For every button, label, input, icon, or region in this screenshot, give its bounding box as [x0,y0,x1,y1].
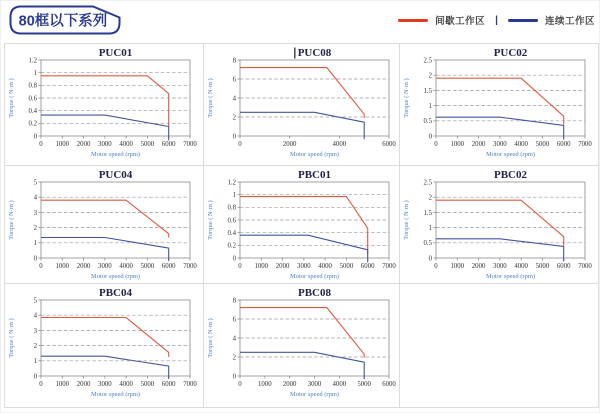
x-axis-label: Motor speed (rpm) [90,151,141,158]
svg-text:7000: 7000 [578,263,592,270]
svg-text:1.2: 1.2 [227,179,236,187]
chart-puc04 [6,167,203,284]
cell-pbc04 [5,284,204,408]
svg-text:2000: 2000 [282,381,297,388]
svg-text:1.2: 1.2 [28,57,37,65]
chart-grid [4,43,600,408]
intermittent-zone-swatch [398,19,428,22]
svg-text:5000: 5000 [535,263,550,270]
y-axis-label: Torque ( N·m ) [207,200,214,240]
svg-text:5000: 5000 [140,263,155,270]
svg-text:2: 2 [232,114,236,122]
svg-text:0: 0 [238,381,242,388]
svg-text:6000: 6000 [161,141,176,148]
chart-title: PUC04 [98,169,133,181]
svg-text:1: 1 [428,103,432,110]
svg-text:2: 2 [33,225,37,232]
y-axis-label: Torque ( N·m ) [8,78,15,118]
svg-text:3000: 3000 [98,141,112,148]
cell-empty [400,284,599,408]
svg-text:0.2: 0.2 [28,120,37,128]
svg-text:2000: 2000 [282,141,297,148]
svg-text:1000: 1000 [55,141,70,148]
svg-text:6000: 6000 [382,381,396,388]
x-axis-label: Motor speed (rpm) [289,151,340,158]
svg-text:6000: 6000 [161,263,176,270]
svg-text:4000: 4000 [119,263,133,270]
svg-text:5000: 5000 [339,263,354,270]
legend-separator: | [495,14,498,26]
svg-text:7000: 7000 [183,381,197,388]
intermittent-zone-label: 间歇工作区 [435,16,486,27]
svg-text:7000: 7000 [382,263,396,270]
svg-text:0: 0 [238,141,242,148]
svg-text:0: 0 [232,133,236,141]
svg-text:2000: 2000 [471,263,486,270]
svg-text:0.6: 0.6 [227,217,236,225]
svg-text:7000: 7000 [578,141,592,148]
svg-text:1: 1 [428,225,432,232]
text-cursor [294,48,295,59]
svg-text:0.8: 0.8 [227,204,236,212]
svg-text:3000: 3000 [297,263,311,270]
page-title: 80框以下系列 [18,13,108,30]
chart-title: PBC04 [99,287,132,299]
svg-text:6000: 6000 [556,263,571,270]
svg-text:0: 0 [33,255,37,263]
svg-text:0: 0 [39,141,43,148]
svg-text:2: 2 [232,354,236,362]
x-axis-label: Motor speed (rpm) [90,391,141,398]
x-axis-label: Motor speed (rpm) [485,273,536,280]
svg-text:0.2: 0.2 [227,242,236,250]
chart-pbc04 [6,285,203,405]
svg-text:3: 3 [33,209,37,217]
svg-text:2: 2 [428,72,432,80]
svg-text:2.5: 2.5 [423,179,432,187]
svg-text:6000: 6000 [360,263,375,270]
cell-pbc01 [204,166,400,284]
svg-text:2000: 2000 [76,263,91,270]
svg-text:4: 4 [232,335,236,343]
svg-text:4000: 4000 [514,141,528,148]
svg-text:3000: 3000 [98,263,112,270]
svg-text:4: 4 [33,194,37,202]
svg-text:2000: 2000 [275,263,290,270]
svg-text:5000: 5000 [357,381,371,388]
svg-text:3000: 3000 [493,263,507,270]
svg-text:0: 0 [232,255,236,263]
svg-text:6000: 6000 [382,141,396,148]
svg-text:5: 5 [33,179,37,187]
svg-text:4: 4 [232,95,236,103]
x-axis-label: Motor speed (rpm) [90,273,141,280]
x-axis-label: Motor speed (rpm) [289,391,340,398]
chart-puc08 [205,45,400,165]
svg-text:2000: 2000 [76,381,91,388]
y-axis-label: Torque ( N·m ) [403,200,410,240]
svg-text:1.5: 1.5 [423,209,432,217]
svg-text:5: 5 [33,297,37,305]
y-axis-label: Torque ( N·m ) [403,78,410,118]
chart-pbc01 [205,167,400,284]
svg-text:1000: 1000 [258,381,272,388]
svg-text:0: 0 [434,141,438,148]
svg-text:4000: 4000 [332,381,347,388]
svg-text:1000: 1000 [55,381,70,388]
svg-text:1: 1 [33,358,37,366]
continuous-zone-label: 连续工作区 [544,16,595,27]
y-axis-label: Torque ( N·m ) [207,318,214,358]
chart-title: PUC01 [98,47,133,59]
svg-text:7000: 7000 [183,263,197,270]
svg-text:0: 0 [33,373,37,381]
svg-text:3: 3 [33,327,37,335]
cell-puc01 [5,44,204,166]
svg-text:5000: 5000 [140,381,155,388]
chart-title: PBC02 [494,169,527,181]
svg-text:8: 8 [232,297,236,305]
svg-text:3000: 3000 [493,141,507,148]
chart-title: PBC01 [298,169,331,181]
y-axis-label: Torque ( N·m ) [207,78,214,118]
svg-text:2000: 2000 [471,141,486,148]
svg-text:5000: 5000 [140,141,155,148]
svg-text:4000: 4000 [119,381,133,388]
chart-title: PUC08 [297,47,332,59]
cell-pbc08 [204,284,400,408]
chart-pbc08 [205,285,400,405]
x-axis-label: Motor speed (rpm) [485,151,536,158]
svg-text:8: 8 [232,57,236,65]
svg-text:4000: 4000 [514,263,528,270]
svg-text:1: 1 [232,192,236,200]
svg-text:2: 2 [428,194,432,202]
svg-text:0.6: 0.6 [28,95,37,103]
svg-text:4000: 4000 [119,141,133,148]
svg-text:4000: 4000 [318,263,332,270]
badge-outline [9,5,121,35]
svg-text:1.5: 1.5 [423,87,432,95]
continuous-zone-swatch [508,19,538,22]
svg-text:0.5: 0.5 [423,118,432,126]
chart-pbc02 [401,167,598,284]
svg-text:3000: 3000 [307,381,322,388]
cell-puc04 [5,166,204,284]
svg-text:6: 6 [232,316,236,324]
svg-text:0: 0 [428,133,432,141]
chart-puc02 [401,45,598,165]
header [1,1,600,43]
chart-title: PBC08 [298,287,331,299]
svg-text:0: 0 [39,381,43,388]
svg-text:2000: 2000 [76,141,91,148]
svg-text:0: 0 [434,263,438,270]
svg-text:1000: 1000 [450,263,465,270]
svg-text:2.5: 2.5 [423,57,432,65]
svg-text:1000: 1000 [450,141,465,148]
svg-text:0: 0 [238,263,242,270]
svg-text:0: 0 [232,373,236,381]
svg-text:0.5: 0.5 [423,240,432,248]
svg-text:6000: 6000 [161,381,176,388]
series-title-badge [9,5,121,35]
svg-text:0.4: 0.4 [28,108,37,116]
svg-text:1: 1 [33,240,37,248]
svg-text:2: 2 [33,343,37,350]
svg-text:0: 0 [33,133,37,141]
y-axis-label: Torque ( N·m ) [8,318,15,358]
svg-text:1: 1 [33,70,37,78]
cell-puc08 [204,44,400,166]
svg-text:6: 6 [232,76,236,84]
svg-text:4000: 4000 [332,141,347,148]
svg-text:0.4: 0.4 [227,230,236,238]
svg-text:6000: 6000 [556,141,571,148]
y-axis-label: Torque ( N·m ) [8,200,15,240]
svg-text:3000: 3000 [98,381,112,388]
svg-text:4: 4 [33,312,37,320]
x-axis-label: Motor speed (rpm) [289,273,340,280]
svg-text:7000: 7000 [183,141,197,148]
svg-text:0.8: 0.8 [28,82,37,90]
chart-title: PUC02 [493,47,528,59]
svg-text:1000: 1000 [254,263,269,270]
svg-text:0: 0 [428,255,432,263]
legend [398,11,595,29]
svg-text:1000: 1000 [55,263,70,270]
cell-pbc02 [400,166,599,284]
svg-text:0: 0 [39,263,43,270]
svg-text:5000: 5000 [535,141,550,148]
cell-puc02 [400,44,599,166]
chart-puc01 [6,45,203,165]
